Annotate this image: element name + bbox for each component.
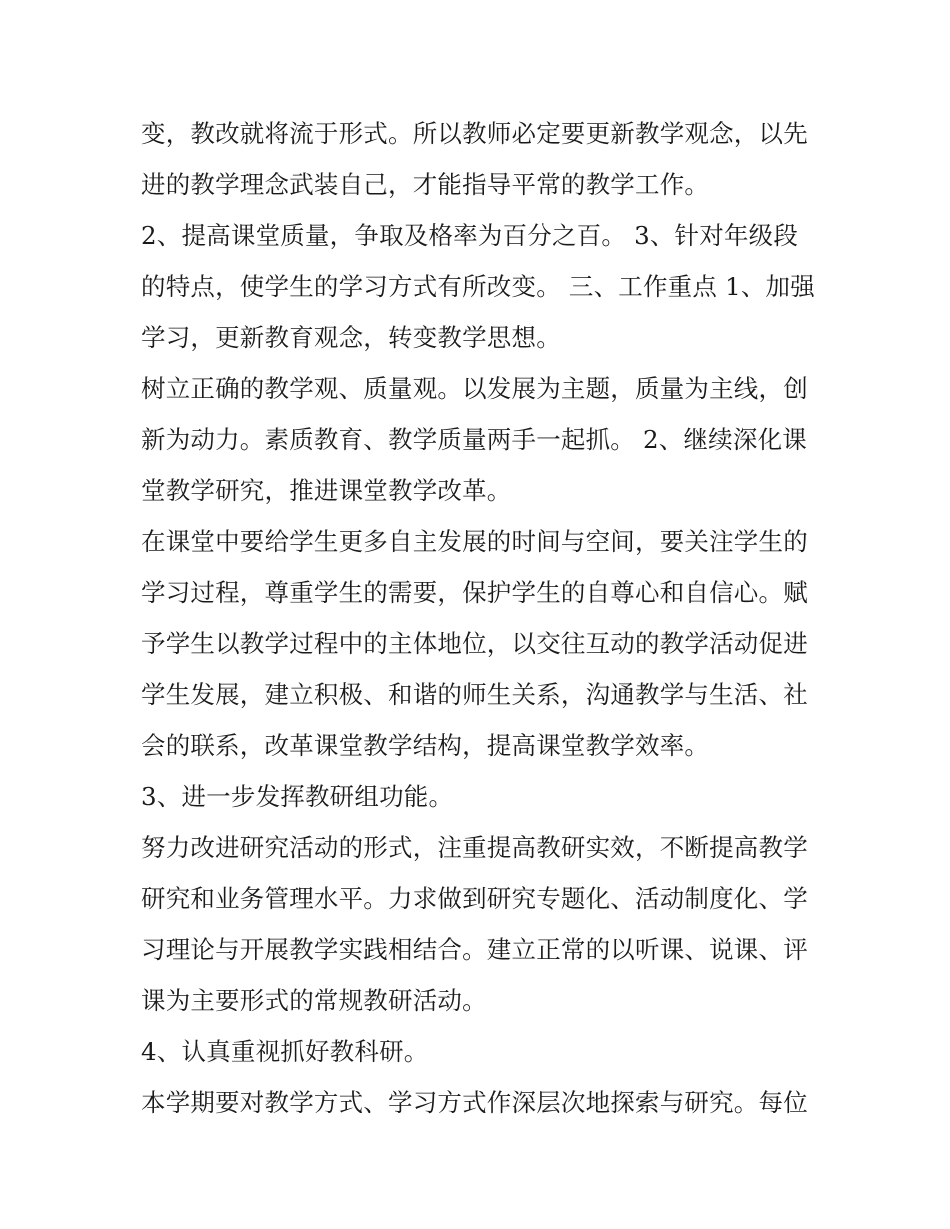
text-line: 习理论与开展教学实践相结合。建立正常的以听课、说课、评 xyxy=(141,935,808,964)
text-line: 会的联系，改革课堂教学结构，提高课堂教学效率。 xyxy=(141,731,710,760)
text-line: 学生发展，建立积极、和谐的师生关系，沟通教学与生活、社 xyxy=(141,680,808,709)
text-line: 变，教改就将流于形式。所以教师必定要更新教学观念，以先 xyxy=(141,119,808,148)
text-line: 堂教学研究，推进课堂教学改革。 xyxy=(141,476,512,505)
text-line: 4、认真重视抓好教科研。 xyxy=(141,1037,429,1066)
text-line: 本学期要对教学方式、学习方式作深层次地探索与研究。每位 xyxy=(141,1088,808,1117)
text-line: 研究和业务管理水平。力求做到研究专题化、活动制度化、学 xyxy=(141,884,808,913)
text-line: 树立正确的教学观、质量观。以发展为主题，质量为主线，创 xyxy=(141,374,808,403)
text-line: 学习，更新教育观念，转变教学思想。 xyxy=(141,323,561,352)
text-line: 的特点，使学生的学习方式有所改变。 三、工作重点 1、加强 xyxy=(141,272,815,301)
text-line: 3、进一步发挥教研组功能。 xyxy=(141,782,454,811)
text-line: 予学生以教学过程中的主体地位，以交往互动的教学活动促进 xyxy=(141,629,808,658)
text-line: 学习过程，尊重学生的需要，保护学生的自尊心和自信心。赋 xyxy=(141,578,808,607)
text-line: 课为主要形式的常规教研活动。 xyxy=(141,986,487,1015)
text-line: 2、提高课堂质量，争取及格率为百分之百。 3、针对年级段 xyxy=(141,221,799,250)
text-line: 努力改进研究活动的形式，注重提高教研实效，不断提高教学 xyxy=(141,833,808,862)
body-text xyxy=(141,108,821,1128)
text-line: 进的教学理念武装自己，才能指导平常的教学工作。 xyxy=(141,170,710,199)
text-line: 在课堂中要给学生更多自主发展的时间与空间，要关注学生的 xyxy=(141,527,808,556)
text-line: 新为动力。素质教育、教学质量两手一起抓。 2、继续深化课 xyxy=(141,425,807,454)
